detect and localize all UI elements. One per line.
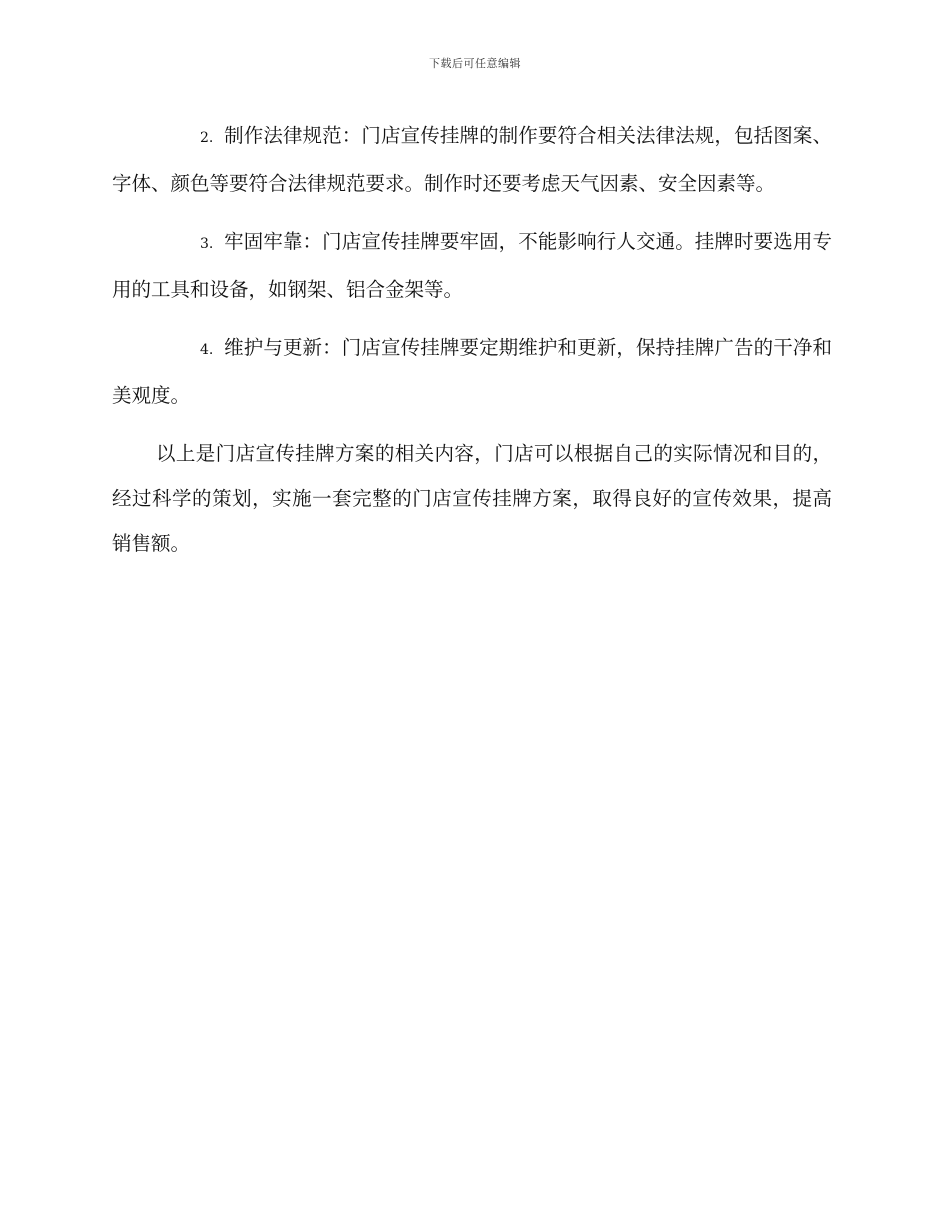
- document-body: [112, 113, 832, 579]
- list-item-text: 制作法律规范：门店宣传挂牌的制作要符合相关法律法规，包括图案、字体、颜色等要符合法律规范要求。制作时还要考虑天气因素、安全因素等。: [112, 124, 832, 195]
- list-item-number: 3.: [200, 236, 214, 252]
- page-header: 下载后可任意编辑: [429, 57, 521, 70]
- list-item-number: 4.: [200, 342, 214, 358]
- list-item-number: 2.: [200, 130, 214, 146]
- list-item: [112, 113, 832, 206]
- conclusion-paragraph: 以上是门店宣传挂牌方案的相关内容，门店可以根据自己的实际情况和目的，经过科学的策划，实施一套完整的门店宣传挂牌方案，取得良好的宣传效果，提高销售额。: [112, 442, 832, 555]
- list-item: [112, 219, 832, 312]
- list-item: [112, 325, 832, 418]
- list-item-text: 牢固牢靠：门店宣传挂牌要牢固，不能影响行人交通。挂牌时要选用专用的工具和设备，如钢架、铝合金架等。: [112, 230, 832, 301]
- list-item-text: 维护与更新：门店宣传挂牌要定期维护和更新，保持挂牌广告的干净和美观度。: [112, 336, 832, 407]
